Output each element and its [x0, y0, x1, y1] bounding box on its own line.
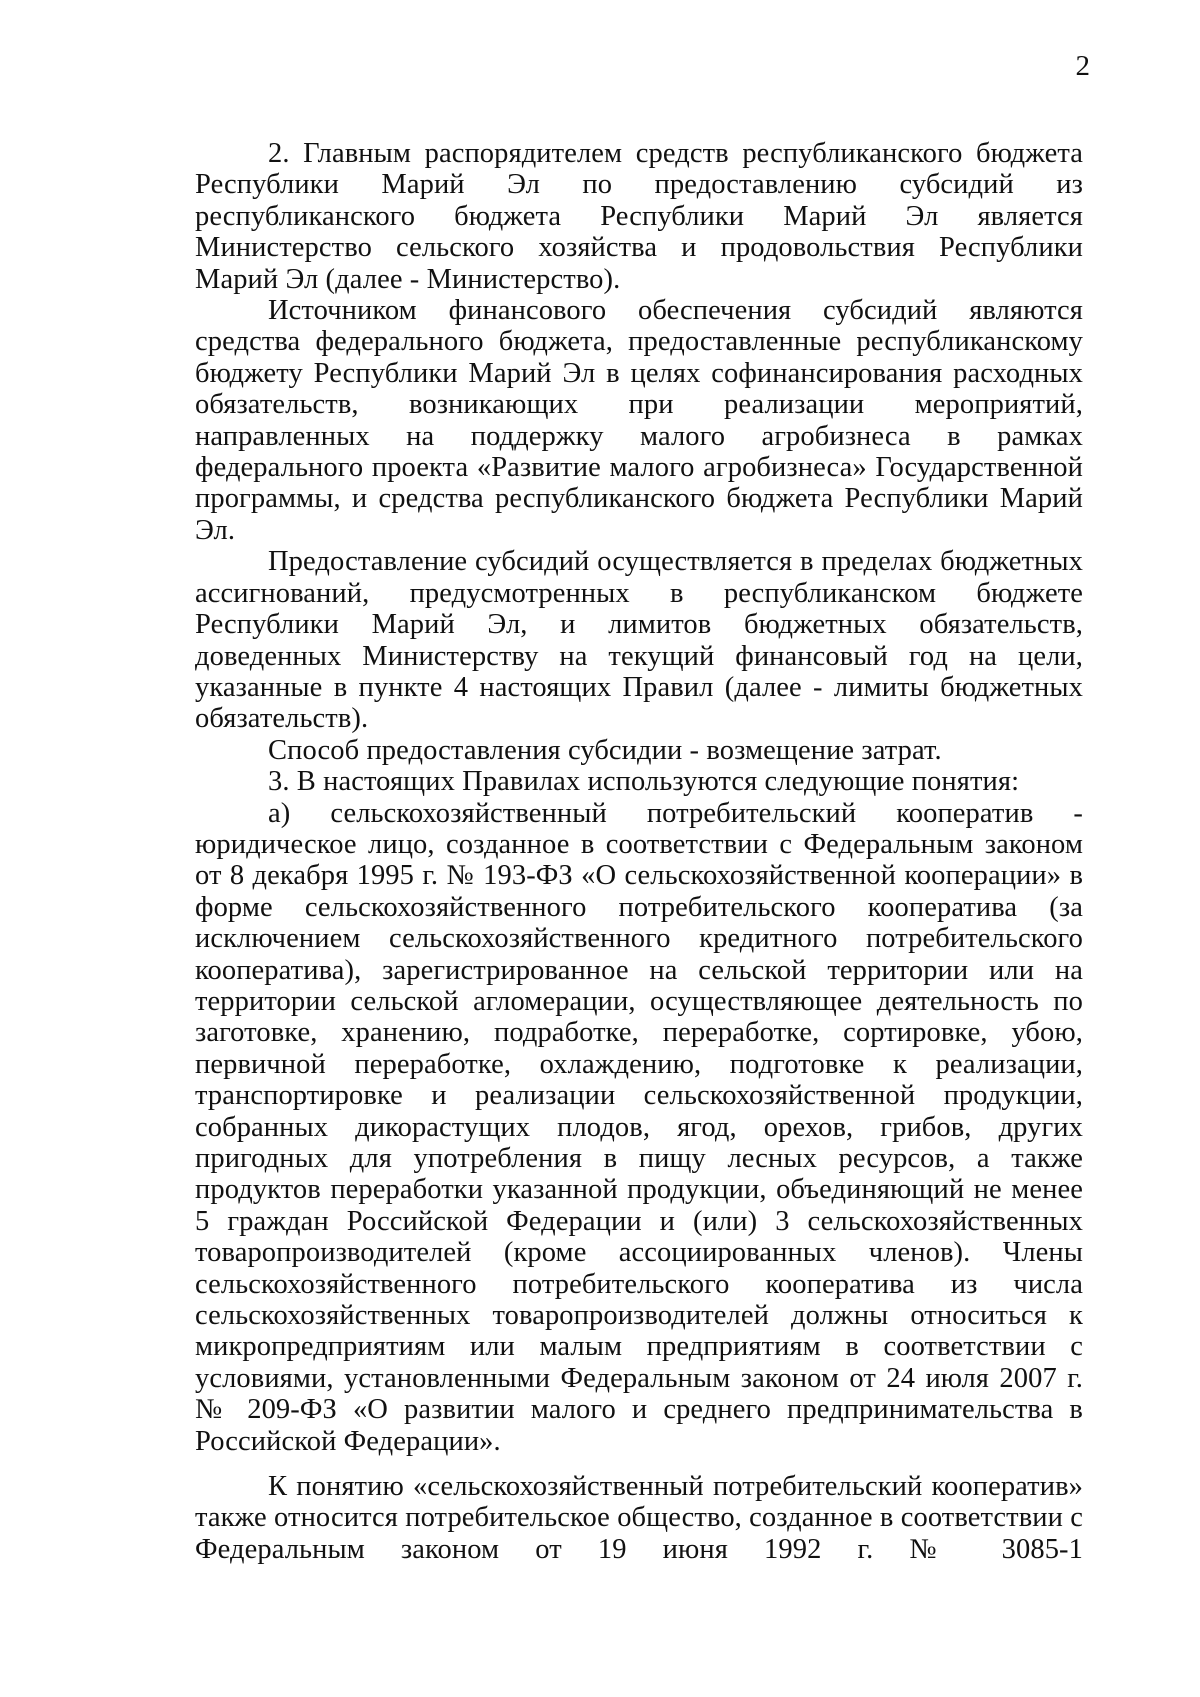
paragraph-subsidy-limits: Предоставление субсидий осуществляется в пределах бюджетных ассигнований, предусмотренных в республиканском бюджете Республики Марий Эл, и лимитов бюджетных обязательств, доведенных Министерству на текущий финансовый год на цели, указанные в пункте 4 настоящих Правил (далее - лимиты бюджетных обязательств).: [195, 546, 1083, 735]
paragraph-definition-cooperative: а) сельскохозяйственный потребительский кооператив - юридическое лицо, созданное в соответствии с Федеральным законом от 8 декабря 1995 г. № 193-ФЗ «О сельскохозяйственной кооперации» в форме сельскохозяйственного потребительского кооператива (за исключением сельскохозяйственного кредитного потребительского кооператива), зарегистрированное на сельской территории или на территории сельской агломерации, осуществляющее деятельность по заготовке, хранению, подработке, переработке, сортировке, убою, первичной переработке, охлаждению, подготовке к реализации, транспортировке и реализации сельскохозяйственной продукции, собранных дикорастущих плодов, ягод, орехов, грибов, других пригодных для употребления в пищу лесных ресурсов, а также продуктов переработки указанной продукции, объединяющий не менее 5 граждан Российской Федерации и (или) 3 сельскохозяйственных товаропроизводителей (кроме ассоциированных членов). Члены сельскохозяйственного потребительского кооператива из числа сельскохозяйственных товаропроизводителей должны относиться к микропредприятиям или малым предприятиям в соответствии с условиями, установленными Федеральным законом от 24 июля 2007 г. № 209-ФЗ «О развитии малого и среднего предпринимательства в Российской Федерации».: [195, 797, 1083, 1457]
paragraph-subsidy-method: Способ предоставления субсидии - возмещение затрат.: [268, 734, 942, 766]
paragraph-definitions-intro: 3. В настоящих Правилах используются следующие понятия:: [268, 766, 1020, 798]
paragraph-main-administrator: 2. Главным распорядителем средств республиканского бюджета Республики Марий Эл по предоставлению субсидий из республиканского бюджета Республики Марий Эл является Министерство сельского хозяйства и продовольствия Республики Марий Эл (далее - Министерство).: [195, 138, 1083, 295]
document-body: [195, 138, 1083, 1565]
paragraph-funding-source: Источником финансового обеспечения субсидий являются средства федерального бюджета, предоставленные республиканскому бюджету Республики Марий Эл в целях софинансирования расходных обязательств, возникающих при реализации мероприятий, направленных на поддержку малого агробизнеса в рамках федерального проекта «Развитие малого агробизнеса» Государственной программы, и средства республиканского бюджета Республики Марий Эл.: [195, 295, 1083, 546]
paragraph-consumer-society: К понятию «сельскохозяйственный потребительский кооператив» также относится потребительское общество, созданное в соответствии с Федеральным законом от 19 июня 1992 г. № 3085-1: [195, 1471, 1083, 1565]
page-number: 2: [1075, 50, 1090, 82]
